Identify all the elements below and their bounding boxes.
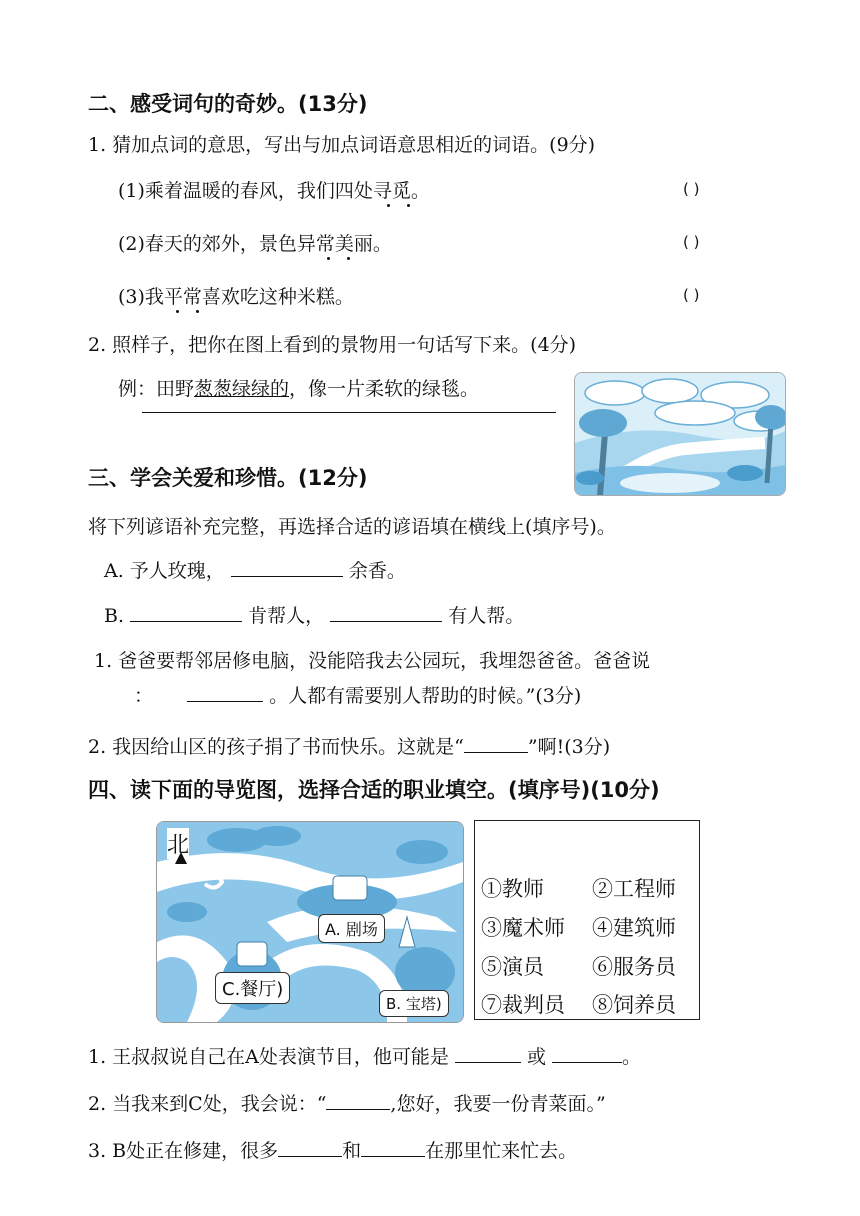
s4-q1 xyxy=(88,1042,641,1069)
s3-q1-line1: 1. 爸爸要帮邻居修电脑，没能陪我去公园玩，我埋怨爸爸。爸爸说 xyxy=(94,650,651,672)
s2-q2-example xyxy=(118,374,479,401)
s4-q1-post: 。 xyxy=(622,1046,642,1068)
s2-q1-item-1: (1)乘着温暖的春风，我们四处寻觅。 xyxy=(118,180,430,202)
north-arrow-icon xyxy=(175,852,187,864)
s3-q1-blank[interactable] xyxy=(187,700,263,702)
emphasis-dot xyxy=(347,257,350,260)
answer-paren-1[interactable]: ( ) xyxy=(683,180,700,198)
option-4: ④建筑师 xyxy=(592,916,676,940)
proverb-a-post: 余香。 xyxy=(348,560,406,582)
s3-q1-line2 xyxy=(134,681,581,708)
proverb-a-pre: A. 予人玫瑰， xyxy=(104,560,225,582)
scenery-image xyxy=(574,372,786,496)
option-8: ⑧饲养员 xyxy=(592,993,676,1017)
proverb-b-post: 有人帮。 xyxy=(448,605,525,627)
s3-q2-pre: 2. 我因给山区的孩子捐了书而快乐。这就是“ xyxy=(88,736,464,758)
section2-title: 二、感受词句的奇妙。(13分) xyxy=(88,92,368,116)
example-prefix: 例：田野 xyxy=(118,378,195,400)
example-suffix: ，像一片柔软的绿毯。 xyxy=(289,378,480,400)
proverb-b-blank-2[interactable] xyxy=(330,620,442,622)
emphasis-dot xyxy=(327,257,330,260)
map-label-b: B. 宝塔) xyxy=(379,990,449,1017)
proverb-a-blank[interactable] xyxy=(231,575,343,577)
s4-q3-mid: 和 xyxy=(342,1140,362,1162)
emphasis-dot xyxy=(407,204,410,207)
proverb-b-pre: B. xyxy=(104,605,125,627)
option-3: ③魔术师 xyxy=(481,916,565,940)
option-2: ②工程师 xyxy=(592,877,676,901)
guide-map xyxy=(156,821,464,1023)
option-6: ⑥服务员 xyxy=(592,955,676,979)
answer-paren-2[interactable]: ( ) xyxy=(683,233,700,251)
s4-q3 xyxy=(88,1136,577,1163)
section3-title: 三、学会关爱和珍惜。(12分) xyxy=(88,466,368,490)
map-label-c: C.餐厅) xyxy=(215,972,290,1004)
map-label-a: A. 剧场 xyxy=(318,914,385,943)
example-underlined: 葱葱绿绿的 xyxy=(194,378,290,400)
s4-q3-post: 在那里忙来忙去。 xyxy=(425,1140,578,1162)
proverb-a xyxy=(104,556,406,583)
s2-q1-item-3: (3)我平常喜欢吃这种米糕。 xyxy=(118,286,354,308)
s4-q1-pre: 1. 王叔叔说自己在A处表演节目，他可能是 xyxy=(88,1046,449,1068)
option-1: ①教师 xyxy=(481,877,544,901)
s3-q2-post: ”啊!(3分) xyxy=(527,736,611,758)
emphasis-dot xyxy=(176,310,179,313)
north-label: 北 xyxy=(167,828,189,859)
s4-q2-blank[interactable] xyxy=(326,1108,390,1110)
section4-title: 四、读下面的导览图，选择合适的职业填空。(填序号)(10分) xyxy=(88,778,660,802)
s3-q2 xyxy=(88,732,610,759)
s4-q2-post: ,您好，我要一份青菜面。” xyxy=(390,1093,606,1115)
s4-q3-pre: 3. B处正在修建，很多 xyxy=(88,1140,279,1162)
answer-line[interactable] xyxy=(142,412,556,413)
s4-q2 xyxy=(88,1089,606,1116)
s2-q1-prompt: 1. 猜加点词的意思，写出与加点词语意思相近的词语。(9分) xyxy=(88,134,596,156)
s4-q1-blank-2[interactable] xyxy=(552,1061,622,1063)
emphasis-dot xyxy=(196,310,199,313)
option-7: ⑦裁判员 xyxy=(481,993,565,1017)
s4-q1-mid: 或 xyxy=(526,1046,546,1068)
s2-q1-item-2: (2)春天的郊外，景色异常美丽。 xyxy=(118,233,392,255)
s3-intro: 将下列谚语补充完整，再选择合适的谚语填在横线上(填序号)。 xyxy=(88,516,616,538)
proverb-b-mid: 肯帮人， xyxy=(248,605,325,627)
s4-q2-pre: 2. 当我来到C处，我会说：“ xyxy=(88,1093,327,1115)
answer-paren-3[interactable]: ( ) xyxy=(683,286,700,304)
option-5: ⑤演员 xyxy=(481,955,544,979)
emphasis-dot xyxy=(387,204,390,207)
s4-q1-blank-1[interactable] xyxy=(455,1061,521,1063)
s3-q2-blank[interactable] xyxy=(464,751,528,753)
proverb-b xyxy=(104,601,524,628)
s4-q3-blank-2[interactable] xyxy=(361,1155,425,1157)
s3-q1-colon: ： xyxy=(134,685,154,707)
s4-q3-blank-1[interactable] xyxy=(278,1155,342,1157)
s3-q1-line2-post: 。人都有需要别人帮助的时候。”(3分) xyxy=(269,685,582,707)
s2-q2-prompt: 2. 照样子，把你在图上看到的景物用一句话写下来。(4分) xyxy=(88,334,577,356)
proverb-b-blank-1[interactable] xyxy=(130,620,242,622)
options-box xyxy=(474,820,700,1020)
